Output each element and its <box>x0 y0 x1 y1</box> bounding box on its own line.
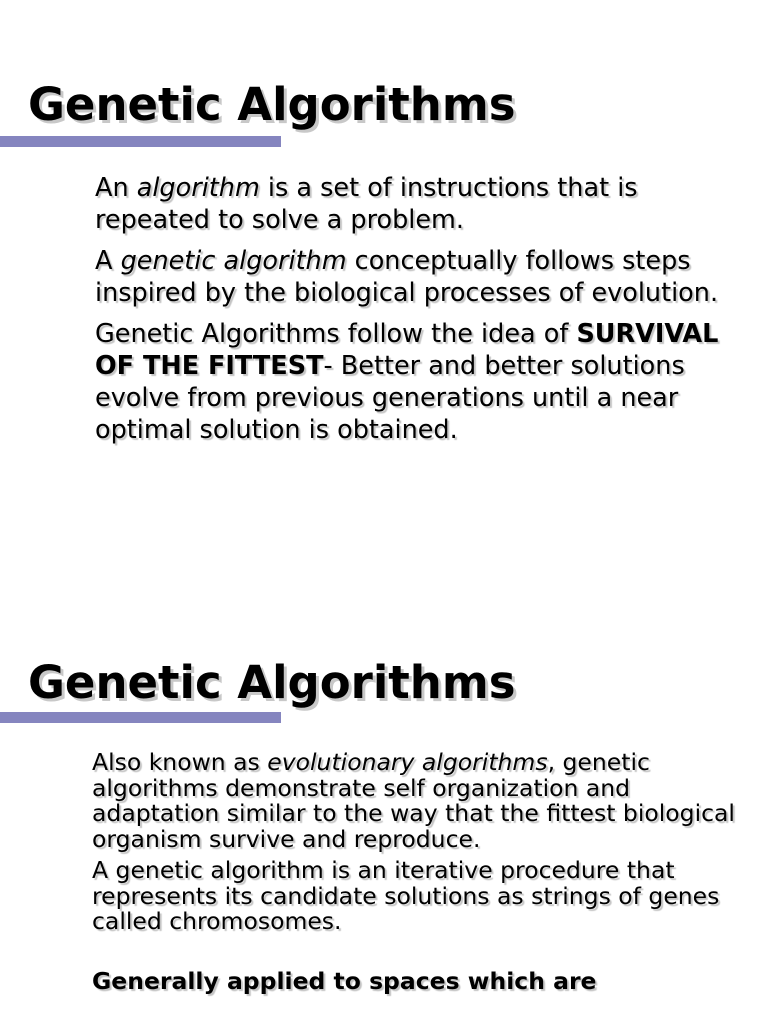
paragraph-iterative-procedure: A genetic algorithm is an iterative procedure that represents its candidate solutions as strings of genes called chromosomes. <box>92 856 720 935</box>
term-algorithm: algorithm <box>136 173 260 203</box>
paragraph-survival-of-fittest: Genetic Algorithms follow the idea of SURVIVAL OF THE FITTEST- Better and better solutions evolve from previous generations until a near optimal solution is obtained. <box>95 319 719 445</box>
paragraph-algorithm-definition: An algorithm is a set of instructions that is repeated to solve a problem. <box>95 173 638 235</box>
slide-2-title: Genetic Algorithms <box>28 656 516 709</box>
slide-2 <box>0 560 768 1024</box>
slide-1-body <box>95 172 735 455</box>
title-accent-bar <box>0 712 281 723</box>
term-evolutionary-algorithms: evolutionary algorithms <box>267 748 548 776</box>
paragraph-evolutionary-algorithms: Also known as evolutionary algorithms, genetic algorithms demonstrate self organization and adaptation similar to the way that the fittest biological organism survive and reproduce. <box>92 748 735 853</box>
slide-2-body <box>92 750 742 1000</box>
paragraph-genetic-algorithm-definition: A genetic algorithm conceptually follows steps inspired by the biological processes of evolution. <box>95 246 719 308</box>
paragraph-generally-applied: Generally applied to spaces which are <box>92 966 597 995</box>
title-accent-bar <box>0 136 281 147</box>
term-survival-of-the-fittest: SURVIVAL OF THE FITTEST <box>95 319 719 381</box>
term-genetic-algorithm: genetic algorithm <box>120 246 347 276</box>
slide-1-title: Genetic Algorithms <box>28 78 516 131</box>
